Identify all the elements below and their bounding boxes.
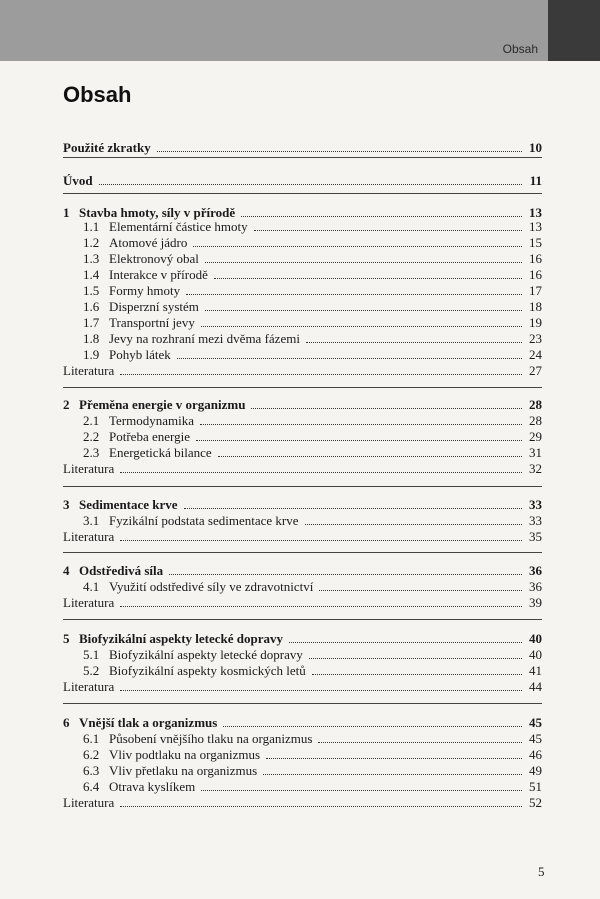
toc-literature [63,363,542,379]
toc-page-number: 28 [529,413,542,428]
page-number: 5 [538,864,545,879]
toc-label: Přeměna energie v organizmu [79,397,246,412]
toc-section [83,779,542,795]
toc-front-entry [63,173,542,189]
toc-label: Pohyb látek [109,347,171,362]
toc-section [83,445,542,461]
dot-leader [306,342,522,343]
dot-leader [120,540,522,541]
toc-chapter [63,397,542,413]
toc-number: 1.8 [83,331,100,346]
dot-leader [254,230,522,231]
toc-section [83,267,542,283]
toc-page-number: 24 [529,347,542,362]
section-divider [63,619,542,620]
toc-label: Úvod [63,173,93,188]
dot-leader [99,184,522,185]
dot-leader [319,590,522,591]
toc-section [83,347,542,363]
toc-number: 6.1 [83,731,100,746]
toc-section [83,647,542,663]
toc-number: 1.4 [83,267,100,282]
toc-section [83,513,542,529]
toc-section [83,747,542,763]
toc-label: Literatura [63,363,115,378]
toc-label: Sedimentace krve [79,497,178,512]
toc-number: 3 [63,497,70,512]
toc-number: 4.1 [83,579,100,594]
dot-leader [309,658,522,659]
toc-label: Otrava kyslíkem [109,779,196,794]
toc-label: Literatura [63,795,115,810]
dot-leader [120,374,522,375]
toc-label: Disperzní systém [109,299,199,314]
toc-label: Použité zkratky [63,140,151,155]
dot-leader [266,758,522,759]
toc-front-entry [63,140,542,156]
toc-page-number: 16 [529,267,542,282]
running-head: Obsah [502,42,538,56]
toc-section [83,331,542,347]
dot-leader [241,216,522,217]
toc-label: Biofyzikální aspekty letecké dopravy [79,631,284,646]
toc-number: 1.3 [83,251,100,266]
toc-page-number: 41 [529,663,542,678]
toc-page-number: 36 [529,563,542,578]
toc-number: 6.2 [83,747,100,762]
toc-page-number: 35 [529,529,542,544]
toc-page-number: 45 [529,731,542,746]
toc-literature [63,795,542,811]
toc-page-number: 17 [529,283,542,298]
dot-leader [251,408,522,409]
dot-leader [157,151,522,152]
toc-section [83,283,542,299]
toc-page-number: 13 [529,219,542,234]
page-title: Obsah [63,82,132,107]
toc-label: Biofyzikální aspekty letecké dopravy [109,647,303,662]
toc-page-number: 46 [529,747,542,762]
toc-label: Biofyzikální aspekty kosmických letů [109,663,306,678]
dot-leader [218,456,522,457]
toc-label: Literatura [63,595,115,610]
toc-page-number: 23 [529,331,542,346]
toc-page-number: 28 [529,397,542,412]
toc-label: Odstředivá síla [79,563,164,578]
toc-page-number: 11 [529,173,542,188]
toc-page-number: 33 [529,513,542,528]
toc-number: 2.1 [83,413,100,428]
dot-leader [120,806,522,807]
toc-chapter [63,497,542,513]
toc-page-number: 16 [529,251,542,266]
dot-leader [200,424,522,425]
toc-page-number: 18 [529,299,542,314]
dot-leader [214,278,522,279]
toc-number: 1.2 [83,235,100,250]
toc-label: Literatura [63,461,115,476]
toc-section [83,315,542,331]
dot-leader [205,310,522,311]
toc-page-number: 32 [529,461,542,476]
toc-number: 1.9 [83,347,100,362]
toc-label: Využití odstředivé síly ve zdravotnictví [109,579,314,594]
toc-number: 1.6 [83,299,100,314]
toc-label: Potřeba energie [109,429,190,444]
toc-label: Interakce v přírodě [109,267,208,282]
toc-literature [63,595,542,611]
dot-leader [201,790,522,791]
toc-label: Působení vnějšího tlaku na organizmus [109,731,313,746]
toc-page-number: 52 [529,795,542,810]
toc-number: 3.1 [83,513,100,528]
toc-section [83,299,542,315]
toc-chapter [63,631,542,647]
toc-number: 6.4 [83,779,100,794]
header-corner-tab [548,0,600,61]
toc-section [83,763,542,779]
toc-page-number: 19 [529,315,542,330]
toc-section [83,579,542,595]
toc-page-number: 33 [529,497,542,512]
toc-label: Transportní jevy [109,315,195,330]
dot-leader [120,606,522,607]
toc-page-number: 40 [529,631,542,646]
toc-label: Literatura [63,679,115,694]
toc-section [83,251,542,267]
toc-label: Fyzikální podstata sedimentace krve [109,513,299,528]
toc-section [83,235,542,251]
dot-leader [201,326,522,327]
toc-number: 1.5 [83,283,100,298]
dot-leader [193,246,522,247]
dot-leader [120,472,522,473]
toc-number: 1.1 [83,219,100,234]
toc-label: Termodynamika [109,413,195,428]
section-divider [63,552,542,553]
toc-label: Elektronový obal [109,251,199,266]
dot-leader [305,524,522,525]
toc-number: 2.3 [83,445,100,460]
toc-literature [63,529,542,545]
toc-page-number: 40 [529,647,542,662]
toc-label: Stavba hmoty, síly v přírodě [79,205,236,220]
section-divider [63,387,542,388]
toc-label: Formy hmoty [109,283,181,298]
toc-page-number: 27 [529,363,542,378]
toc-page-number: 39 [529,595,542,610]
toc-number: 5 [63,631,70,646]
toc-label: Literatura [63,529,115,544]
toc-page-number: 45 [529,715,542,730]
dot-leader [177,358,522,359]
section-divider [63,193,542,194]
toc-number: 2 [63,397,70,412]
toc-number: 5.1 [83,647,100,662]
toc-number: 2.2 [83,429,100,444]
toc-chapter [63,563,542,579]
section-divider [63,157,542,158]
dot-leader [205,262,522,263]
dot-leader [223,726,522,727]
toc-section [83,663,542,679]
toc-page-number: 51 [529,779,542,794]
toc-number: 5.2 [83,663,100,678]
toc-label: Jevy na rozhraní mezi dvěma fázemi [109,331,300,346]
toc-literature [63,461,542,477]
toc-label: Elementární částice hmoty [109,219,248,234]
header-bar [0,0,548,61]
toc-section [83,429,542,445]
dot-leader [318,742,522,743]
toc-section [83,413,542,429]
dot-leader [263,774,522,775]
toc-label: Atomové jádro [109,235,188,250]
toc-number: 1.7 [83,315,100,330]
toc-page-number: 29 [529,429,542,444]
dot-leader [169,574,522,575]
dot-leader [289,642,522,643]
toc-chapter [63,715,542,731]
toc-page-number: 15 [529,235,542,250]
dot-leader [312,674,522,675]
toc-page-number: 49 [529,763,542,778]
toc-label: Vliv podtlaku na organizmus [109,747,261,762]
section-divider [63,703,542,704]
toc-section [83,219,542,235]
toc-number: 6.3 [83,763,100,778]
toc-number: 6 [63,715,70,730]
toc-label: Energetická bilance [109,445,212,460]
toc-label: Vnější tlak a organizmus [79,715,218,730]
dot-leader [184,508,522,509]
toc-section [83,731,542,747]
toc-literature [63,679,542,695]
toc-number: 1 [63,205,70,220]
toc-page-number: 13 [529,205,542,220]
toc-page-number: 31 [529,445,542,460]
toc-page-number: 44 [529,679,542,694]
toc-page-number: 10 [529,140,542,155]
dot-leader [186,294,522,295]
dot-leader [120,690,522,691]
section-divider [63,486,542,487]
dot-leader [196,440,522,441]
toc-number: 4 [63,563,70,578]
toc-label: Vliv přetlaku na organizmus [109,763,258,778]
toc-page-number: 36 [529,579,542,594]
